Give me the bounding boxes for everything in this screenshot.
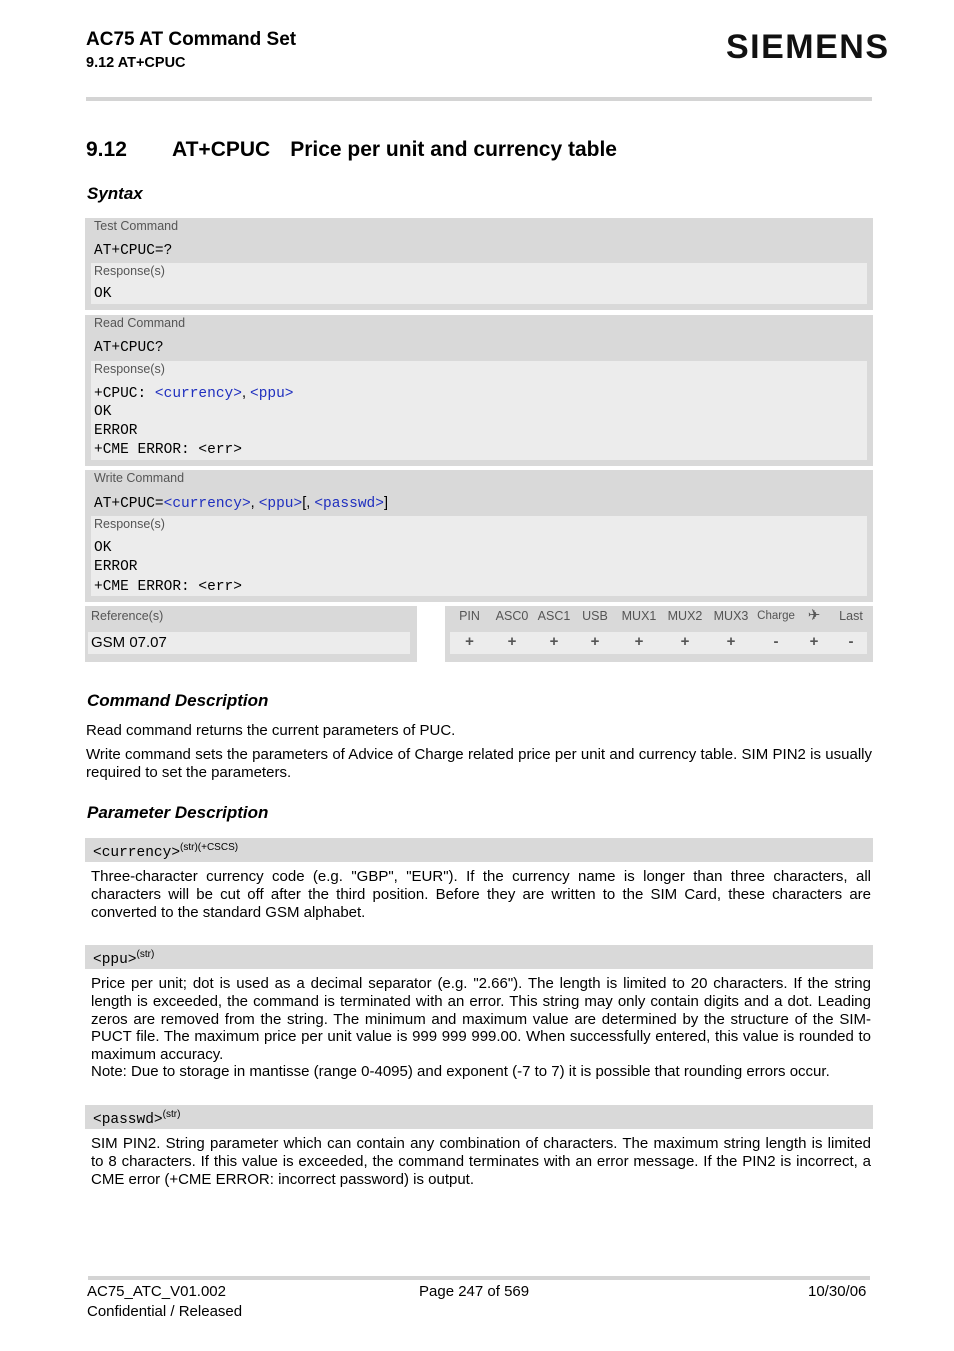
flag-value: + [507, 633, 517, 650]
footer-date: 10/30/06 [808, 1283, 867, 1300]
write-command-block [85, 470, 873, 602]
param-bar-currency [85, 838, 873, 862]
footer-doc-id: AC75_ATC_V01.002 [87, 1283, 226, 1300]
reference-value: GSM 07.07 [91, 634, 167, 651]
param-description-currency: Three-character currency code (e.g. "GBP", "EUR"). If the currency name is longer than three characters, all characters will be cut off after the third position. Before they are written to the SIM Card, these characters are converted to the standard GSM alphabet. [91, 868, 871, 921]
param-link-ppu[interactable]: <ppu> [250, 386, 294, 402]
flags-values-row [450, 632, 867, 654]
flag-header: PIN [459, 609, 480, 623]
parameter-description-heading: Parameter Description [87, 803, 269, 822]
flag-header: Charge [757, 610, 795, 622]
read-response-line: +CME ERROR: <err> [94, 442, 242, 458]
param-description-ppu: Price per unit; dot is used as a decimal separator (e.g. "2.66"). The length is limited to 20 characters. If the string length is exceeded, the command is terminated with an error. This string may only contain digits and a dot. Leading zeros are removed from the string. The minimum and maximum value are determined by the structure of the SIM-PUCT file. The maximum price per unit value is 999 999 999.00. When successfully entered, this value is rounded to maximum accuracy. [91, 975, 871, 1064]
document-title: AC75 AT Command Set [86, 29, 297, 50]
param-link-currency[interactable]: <currency> [163, 496, 251, 512]
write-response-label: Response(s) [94, 517, 165, 531]
test-command-label: Test Command [94, 219, 179, 233]
param-type: (str) [136, 949, 155, 960]
flag-value: - [773, 633, 779, 650]
section-number: 9.12 [86, 138, 127, 161]
flag-header: ASC1 [537, 609, 571, 623]
flag-value: + [809, 633, 819, 650]
param-note-ppu: Note: Due to storage in mantisse (range 0-4095) and exponent (-7 to 7) it is possible that rounding errors occur. [91, 1063, 830, 1080]
test-command-block [85, 218, 873, 310]
section-command: AT+CPUC [172, 138, 271, 161]
param-description-passwd: SIM PIN2. String parameter which can contain any combination of characters. The maximum string length is limited to 8 characters. If this value is exceeded, the command terminates with an error message. If the PIN2 is incorrect, a CME error (+CME ERROR: incorrect password) is output. [91, 1135, 871, 1188]
read-response-line: OK [94, 404, 112, 420]
header-section-ref: 9.12 AT+CPUC [86, 55, 186, 71]
flag-header: MUX1 [621, 609, 657, 623]
test-command: AT+CPUC=? [94, 243, 173, 259]
write-response-line: OK [94, 540, 112, 556]
read-command: AT+CPUC? [94, 340, 164, 356]
param-name [93, 842, 238, 861]
param-bar-passwd [85, 1105, 873, 1129]
param-name [93, 949, 154, 968]
syntax-heading: Syntax [87, 184, 143, 203]
flag-value: + [726, 633, 736, 650]
test-response-label: Response(s) [94, 264, 165, 278]
reference-box [85, 606, 417, 662]
command-description-p1: Read command returns the current parameters of PUC. [86, 722, 456, 739]
param-name-text: <passwd> [93, 1111, 163, 1128]
reference-value-box [88, 632, 410, 654]
flag-header: ASC0 [495, 609, 529, 623]
test-response-line: OK [94, 286, 112, 302]
flag-value: + [634, 633, 644, 650]
write-optional-open: [, [302, 495, 315, 511]
footer-page-number: Page 247 of 569 [419, 1283, 530, 1300]
flag-value: + [549, 633, 559, 650]
param-link-ppu[interactable]: <ppu> [258, 496, 303, 512]
write-command [94, 495, 388, 512]
section-title-text: Price per unit and currency table [290, 138, 617, 161]
write-response-line: ERROR [94, 559, 138, 575]
param-link-currency[interactable]: <currency> [154, 386, 242, 402]
read-response-box [91, 361, 867, 460]
param-bar-ppu [85, 945, 873, 969]
read-command-label: Read Command [94, 316, 186, 330]
section-title [86, 138, 617, 162]
command-description-p2: Write command sets the parameters of Advice of Charge related price per unit and currency table. SIM PIN2 is usually required to set the parameters. [86, 746, 872, 781]
flag-header: MUX3 [713, 609, 749, 623]
param-link-passwd[interactable]: <passwd> [314, 496, 384, 512]
write-sep: , [250, 495, 259, 511]
flag-value: + [590, 633, 600, 650]
flag-header: MUX2 [667, 609, 703, 623]
read-response-cpuc [94, 385, 294, 402]
param-name [93, 1109, 180, 1128]
header-divider [86, 97, 872, 101]
flag-value: - [848, 633, 854, 650]
param-name-text: <ppu> [93, 951, 137, 968]
param-name-text: <currency> [93, 844, 181, 861]
read-response-sep: , [241, 385, 250, 401]
write-response-box [91, 516, 867, 596]
reference-label: Reference(s) [91, 609, 164, 623]
read-response-label: Response(s) [94, 362, 165, 376]
param-type: (str) [162, 1109, 181, 1120]
write-optional-close: ] [383, 495, 388, 511]
flags-box [445, 606, 873, 662]
flag-header: USB [582, 609, 608, 623]
flag-value: + [680, 633, 690, 650]
read-response-prefix: +CPUC: [94, 386, 155, 402]
footer-divider [88, 1276, 870, 1280]
airplane-icon: ✈ [807, 607, 821, 624]
param-type: (str)(+CSCS) [180, 842, 239, 853]
footer-status: Confidential / Released [87, 1303, 243, 1320]
flag-header: Last [839, 609, 863, 623]
flag-value: + [465, 633, 474, 650]
test-response-box [91, 263, 867, 304]
write-response-line: +CME ERROR: <err> [94, 579, 242, 595]
write-command-label: Write Command [94, 471, 185, 485]
command-description-heading: Command Description [87, 691, 269, 710]
read-response-line: ERROR [94, 423, 138, 439]
write-command-prefix: AT+CPUC= [94, 496, 164, 512]
read-command-block [85, 315, 873, 466]
siemens-logo: SIEMENS [726, 28, 890, 66]
